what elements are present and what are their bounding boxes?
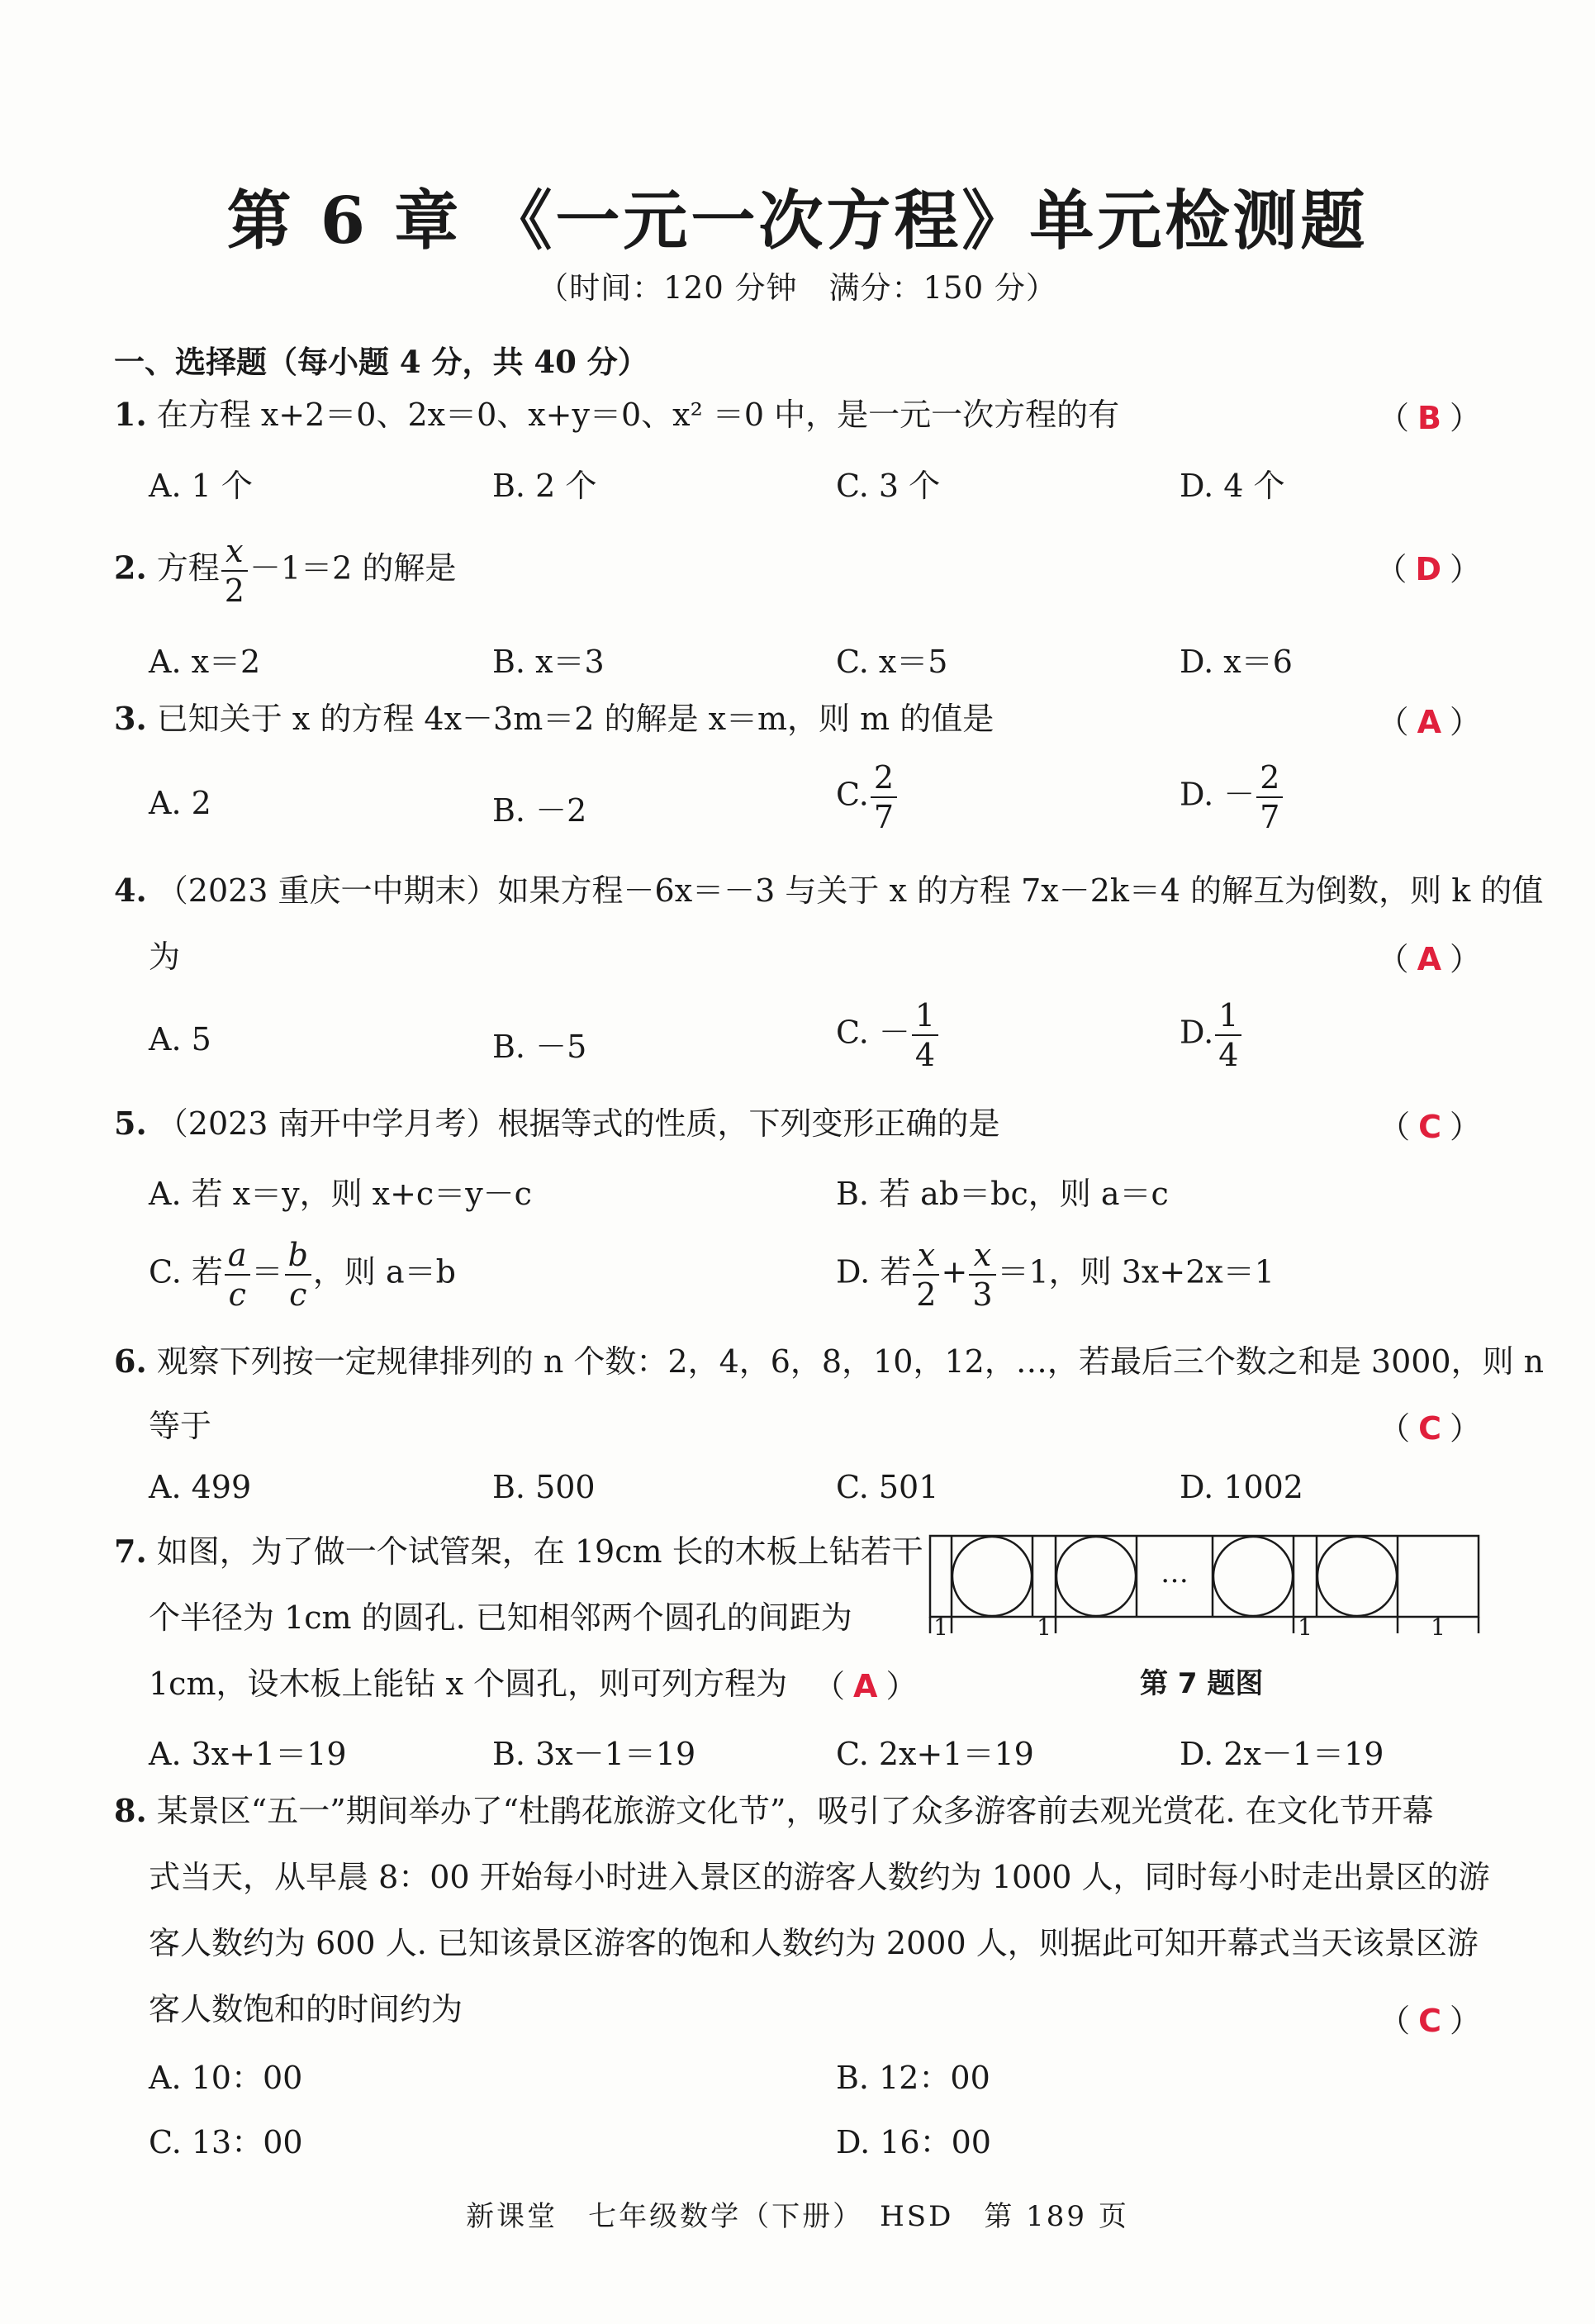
question-5 bbox=[114, 1091, 1000, 1157]
option-b: B. －5 bbox=[492, 1029, 587, 1065]
option-b: B. 500 bbox=[492, 1469, 596, 1505]
option-a: A. 5 bbox=[149, 1021, 211, 1057]
question-number: 4. bbox=[114, 872, 147, 909]
question-stem-line1: （2023 重庆一中期末）如果方程－6x＝－3 与关于 x 的方程 7x－2k＝4 的解互为倒数，则 k 的值 bbox=[156, 872, 1544, 909]
question-number: 8. bbox=[114, 1792, 147, 1829]
answer-4: （ A ） bbox=[1377, 941, 1481, 977]
fraction: $\frac{2}{7}$ bbox=[871, 762, 897, 833]
question-8-line3: 客人数约为 600 人. 已知该景区游客的饱和人数约为 2000 人，则据此可知开幕式当天该景区游 bbox=[149, 1925, 1479, 1961]
answer-1: （ B ） bbox=[1378, 400, 1481, 436]
question-stem: 已知关于 x 的方程 4x－3m＝2 的解是 x＝m，则 m 的值是 bbox=[156, 701, 995, 737]
option-c: C. 若 $\frac{a}{c}$ ＝ $\frac{b}{c}$ ，则 a＝b bbox=[149, 1237, 456, 1313]
question-stem-post: －1＝2 的解是 bbox=[249, 549, 457, 587]
question-6-line2: 等于 bbox=[149, 1408, 212, 1444]
option-d: D. 2x－1＝19 bbox=[1180, 1736, 1384, 1772]
option-a: A. x＝2 bbox=[149, 644, 261, 680]
option-a: A. 499 bbox=[149, 1469, 252, 1505]
question-stem-line1: 观察下列按一定规律排列的 n 个数：2，4，6，8，10，12，…，若最后三个数之和是 3000，则 n bbox=[156, 1343, 1545, 1380]
fraction: $\frac{b}{c}$ bbox=[285, 1239, 311, 1310]
question-3 bbox=[114, 686, 994, 752]
answer-2: （ D ） bbox=[1375, 551, 1481, 587]
option-b: B. 2 个 bbox=[492, 468, 597, 504]
question-stem-line1: 如图，为了做一个试管架，在 19cm 长的木板上钻若干 bbox=[156, 1533, 923, 1570]
option-c: C. 13：00 bbox=[149, 2124, 303, 2160]
answer-letter: A bbox=[853, 1668, 878, 1704]
answer-letter: C bbox=[1418, 1410, 1441, 1447]
option-c: C. 501 bbox=[836, 1469, 939, 1505]
fraction: $\frac{x}{2}$ bbox=[913, 1239, 939, 1310]
answer-letter: D bbox=[1415, 551, 1441, 587]
answer-7: （ A ） bbox=[814, 1668, 918, 1704]
fraction: $\frac{1}{4}$ bbox=[912, 1000, 938, 1071]
ellipsis-label: … bbox=[1161, 1556, 1189, 1590]
answer-5: （ C ） bbox=[1379, 1109, 1481, 1145]
question-number: 2. bbox=[114, 549, 147, 587]
answer-3: （ A ） bbox=[1377, 704, 1481, 740]
page-footer: 新课堂 七年级数学（下册） HSD 第 189 页 bbox=[466, 2200, 1129, 2233]
hole-circle bbox=[1056, 1537, 1136, 1616]
fraction: $\frac{x}{3}$ bbox=[969, 1239, 995, 1310]
page-title: 第 6 章 《一元一次方程》单元检测题 bbox=[226, 183, 1369, 259]
question-stem-line1: 某景区“五一”期间举办了“杜鹃花旅游文化节”，吸引了众多游客前去观光赏花. 在文化节开幕 bbox=[156, 1793, 1434, 1829]
question-7-line2: 个半径为 1cm 的圆孔. 已知相邻两个圆孔的间距为 bbox=[149, 1599, 852, 1636]
option-d: D. 1002 bbox=[1180, 1469, 1303, 1505]
question-number: 1. bbox=[114, 396, 147, 433]
section-heading: 一、选择题（每小题 4 分，共 40 分） bbox=[114, 344, 648, 380]
option-a: A. 2 bbox=[149, 785, 211, 821]
answer-letter: C bbox=[1418, 1109, 1441, 1145]
option-d: D. 16：00 bbox=[836, 2124, 991, 2160]
answer-8: （ C ） bbox=[1379, 2003, 1481, 2039]
answer-letter: B bbox=[1417, 400, 1441, 436]
hole-circle bbox=[1213, 1537, 1293, 1616]
gap-label: 1 bbox=[1298, 1613, 1313, 1637]
answer-letter: A bbox=[1417, 941, 1441, 977]
question-6 bbox=[114, 1328, 1544, 1395]
hole-circle bbox=[952, 1537, 1032, 1616]
question-stem: 在方程 x+2＝0、2x＝0、x+y＝0、x² ＝0 中，是一元一次方程的有 bbox=[156, 397, 1120, 433]
fraction: $\frac{1}{4}$ bbox=[1215, 1000, 1241, 1071]
option-b: B. x＝3 bbox=[492, 644, 605, 680]
question-4-line2: 为 bbox=[149, 939, 181, 975]
option-c: C. $\frac{2}{7}$ bbox=[836, 762, 899, 833]
fraction: $\frac{2}{7}$ bbox=[1256, 762, 1283, 833]
answer-6: （ C ） bbox=[1379, 1410, 1481, 1447]
question-number: 5. bbox=[114, 1105, 147, 1142]
question-4 bbox=[114, 858, 1543, 924]
question-number: 6. bbox=[114, 1343, 147, 1380]
gap-label: 1 bbox=[933, 1613, 948, 1637]
answer-letter: C bbox=[1418, 2003, 1441, 2039]
option-d: D. － $\frac{2}{7}$ bbox=[1180, 762, 1284, 833]
option-c: C. － $\frac{1}{4}$ bbox=[836, 1000, 940, 1071]
option-b: B. －2 bbox=[492, 792, 587, 829]
question-7-line3: 1cm，设木板上能钻 x 个圆孔，则可列方程为 bbox=[149, 1666, 788, 1702]
gap-label: 1 bbox=[1037, 1613, 1051, 1637]
fraction: $\frac{a}{c}$ bbox=[225, 1239, 250, 1310]
option-b: B. 若 ab＝bc，则 a＝c bbox=[836, 1176, 1169, 1212]
option-c: C. x＝5 bbox=[836, 644, 948, 680]
option-c: C. 3 个 bbox=[836, 468, 941, 504]
option-a: A. 3x+1＝19 bbox=[149, 1736, 347, 1772]
option-b: B. 12：00 bbox=[836, 2060, 990, 2096]
question-1 bbox=[114, 382, 1119, 448]
question-number: 3. bbox=[114, 700, 147, 737]
hole-circle bbox=[1317, 1537, 1397, 1616]
option-a: A. 1 个 bbox=[149, 468, 253, 504]
gap-label: 1 bbox=[1431, 1613, 1445, 1637]
question-2 bbox=[114, 533, 457, 609]
option-a: A. 10：00 bbox=[149, 2060, 303, 2096]
question-stem: （2023 南开中学月考）根据等式的性质，下列变形正确的是 bbox=[156, 1105, 1000, 1142]
option-d: D. 若 $\frac{x}{2}$ + $\frac{x}{3}$ ＝1，则 3x+2x＝1 bbox=[836, 1237, 1275, 1313]
figure-caption: 第 7 题图 bbox=[1140, 1667, 1264, 1700]
option-d: D. $\frac{1}{4}$ bbox=[1180, 1000, 1243, 1071]
question-stem-pre: 方程 bbox=[156, 549, 220, 587]
option-c: C. 2x+1＝19 bbox=[836, 1736, 1034, 1772]
fraction: $\frac{x}{2}$ bbox=[221, 535, 248, 606]
question-7 bbox=[114, 1518, 923, 1585]
option-d: D. 4 个 bbox=[1180, 468, 1285, 504]
option-a: A. 若 x＝y，则 x+c＝y－c bbox=[149, 1176, 532, 1212]
question-8-line4: 客人数饱和的时间约为 bbox=[149, 1991, 463, 2027]
question-8 bbox=[114, 1778, 1434, 1844]
page-subtitle: （时间：120 分钟 满分：150 分） bbox=[538, 270, 1057, 306]
question-number: 7. bbox=[114, 1533, 147, 1570]
test-tube-rack-figure bbox=[928, 1534, 1482, 1637]
option-d: D. x＝6 bbox=[1180, 644, 1293, 680]
question-8-line2: 式当天，从早晨 8：00 开始每小时进入景区的游客人数约为 1000 人，同时每小时走出景区的游 bbox=[149, 1859, 1490, 1895]
option-b: B. 3x－1＝19 bbox=[492, 1736, 696, 1772]
answer-letter: A bbox=[1417, 704, 1441, 740]
